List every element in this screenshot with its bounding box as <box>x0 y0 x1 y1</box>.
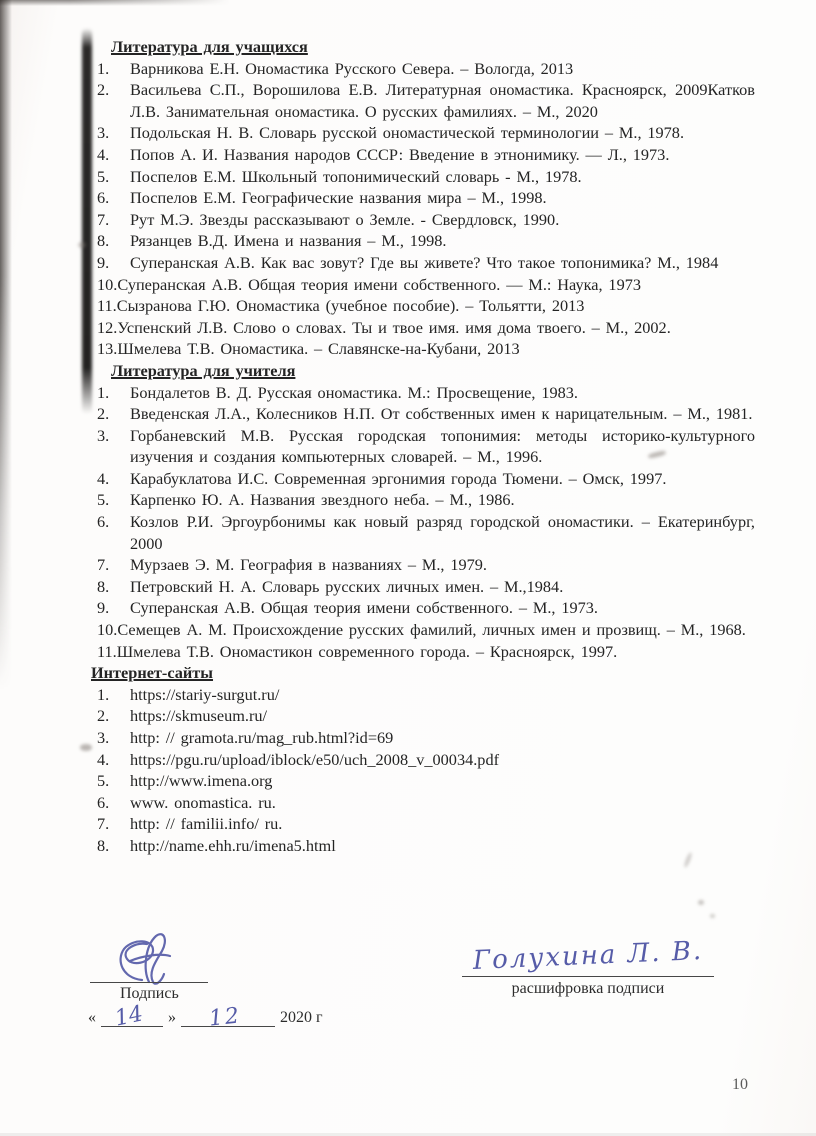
scan-speck <box>710 914 715 918</box>
bibliography-entry <box>97 209 755 231</box>
bibliography-entry <box>97 317 755 339</box>
entry-number: 8. <box>97 835 110 855</box>
section-heading: Литература для учащихся <box>111 37 308 56</box>
closing-quote: » <box>168 1009 176 1026</box>
entry-text: www. onomastica. ru. <box>130 792 276 812</box>
bibliography-entry <box>97 166 755 188</box>
bibliography-section <box>91 662 755 856</box>
entry-number: 1. <box>97 684 110 704</box>
entry-text: Суперанская А.В. Общая теория имени собственного. – М., 1973. <box>130 598 598 618</box>
bibliography-content <box>91 36 755 857</box>
bibliography-entry <box>97 274 755 296</box>
bibliography-entry <box>97 684 755 706</box>
entry-text: Введенская Л.А., Колесников Н.П. От собственных имен к нарицательным. – М., 1981. <box>130 404 753 424</box>
entry-number: 12. <box>97 317 118 337</box>
bibliography-entry <box>97 641 755 663</box>
entry-number: 10. <box>97 620 118 640</box>
scan-top-edge-shadow <box>0 0 230 6</box>
entry-text: Рут М.Э. Звезды рассказывают о Земле. - Свердловск, 1990. <box>130 209 560 229</box>
entry-text: Поспелов Е.М. Школьный топонимический словарь - М., 1978. <box>130 166 582 186</box>
bibliography-entry <box>97 252 755 274</box>
scan-artifact-band <box>82 28 92 414</box>
bibliography-entry <box>97 187 755 209</box>
entry-number: 6. <box>97 512 110 532</box>
entry-text: http: // familii.info/ ru. <box>130 814 283 834</box>
entry-text: Суперанская А.В. Общая теория имени собственного. — М.: Наука, 1973 <box>117 274 641 294</box>
bibliography-entry <box>97 122 755 144</box>
bibliography-entry <box>97 813 755 835</box>
bibliography-entry <box>97 705 755 727</box>
entry-number: 10. <box>97 274 118 294</box>
bibliography-section <box>97 360 755 662</box>
entry-number: 3. <box>97 728 110 747</box>
entry-text: https://stariy-surgut.ru/ <box>130 684 280 704</box>
entry-number: 5. <box>97 771 110 791</box>
bibliography-section <box>97 36 755 360</box>
entry-number: 11. <box>97 641 117 661</box>
entry-text: http: // gramota.ru/mag_rub.html?id=69 <box>130 728 394 747</box>
entry-number: 7. <box>97 555 110 575</box>
signature-block-right <box>462 930 714 998</box>
entry-number: 3. <box>97 123 110 143</box>
entry-text: http://name.ehh.ru/imena5.html <box>130 835 336 855</box>
entry-number: 2. <box>97 706 110 726</box>
entry-number: 8. <box>97 576 110 596</box>
bibliography-entry <box>97 468 755 490</box>
entry-text: Сызранова Г.Ю. Ономастика (учебное пособие). – Тольятти, 2013 <box>116 296 585 316</box>
entry-number: 9. <box>97 252 110 272</box>
bibliography-entry <box>97 403 755 425</box>
entry-text: Варникова Е.Н. Ономастика Русского Севера. – Вологда, 2013 <box>130 58 574 78</box>
entry-number: 2. <box>97 404 110 424</box>
scan-left-edge-shadow <box>0 0 15 690</box>
date-row <box>88 1001 323 1032</box>
bibliography-entry <box>97 597 755 619</box>
entry-number: 6. <box>97 792 110 812</box>
bibliography-entry <box>97 58 755 80</box>
entry-text: Бондалетов В. Д. Русская ономастика. М.: Просвещение, 1983. <box>130 382 578 402</box>
entry-number: 9. <box>97 598 110 618</box>
bibliography-entry <box>97 835 755 857</box>
entry-text: Поспелов Е.М. Географические названия мира – М., 1998. <box>130 188 547 208</box>
entry-text: https://pgu.ru/upload/iblock/e50/uch_2008_v_00034.pdf <box>130 749 500 769</box>
entry-text: Петровский Н. А. Словарь русских личных имен. – М.,1984. <box>130 576 564 596</box>
handwritten-day: 14 <box>112 1001 146 1032</box>
entry-text: Успенский Л.В. Слово о словах. Ты и твое имя. имя дома твоего. – М., 2002. <box>117 317 671 337</box>
entry-number: 3. <box>97 425 110 445</box>
section-heading: Интернет-сайты <box>91 663 214 683</box>
bibliography-entry <box>97 144 755 166</box>
opening-quote: « <box>88 1009 96 1026</box>
signature-label: Подпись <box>120 985 179 1002</box>
bibliography-entry <box>97 295 755 317</box>
entry-text: Шмелева Т.В. Ономастика. – Славянске-на-Кубани, 2013 <box>117 339 520 359</box>
entry-number: 8. <box>97 231 110 251</box>
signature-line <box>90 982 208 983</box>
entry-number: 4. <box>97 749 110 769</box>
date-day-slot <box>101 1001 163 1032</box>
bibliography-entry <box>97 382 755 404</box>
page-number: 10 <box>732 1076 748 1093</box>
entry-text: Рязанцев В.Д. Имена и названия – М., 1998. <box>130 231 447 251</box>
bibliography-entry <box>97 619 755 641</box>
entry-number: 5. <box>97 166 110 186</box>
entry-text: Подольская Н. В. Словарь русской ономастической терминологии – М., 1978. <box>130 123 685 143</box>
entry-number: 6. <box>97 188 110 208</box>
entry-text: Горбаневский М.В. Русская городская топонимия: методы историко-культурного изучения и создания компьютерных словарей. – М., 1996. <box>130 425 755 467</box>
bibliography-entry <box>97 792 755 814</box>
entry-number: 7. <box>97 209 110 229</box>
bibliography-entry <box>97 554 755 576</box>
handwritten-month: 12 <box>207 1003 243 1032</box>
entry-text: Попов А. И. Названия народов СССР: Введение в этнонимику. — Л., 1973. <box>130 144 670 164</box>
bibliography-entry <box>97 230 755 252</box>
bibliography-entry <box>97 727 755 749</box>
bibliography-entry <box>97 749 755 771</box>
entry-text: Суперанская А.В. Как вас зовут? Где вы живете? Что такое топонимика? М., 1984 <box>130 252 719 272</box>
scan-speck <box>698 900 704 905</box>
date-year: 2020 г <box>280 1009 323 1026</box>
handwritten-name: Голухина Л. В. <box>472 935 704 977</box>
bibliography-entry <box>97 79 755 122</box>
section-heading: Литература для учителя <box>111 360 296 380</box>
date-month-slot <box>181 1003 275 1032</box>
entry-number: 1. <box>97 58 110 78</box>
entry-number: 1. <box>97 382 110 402</box>
scan-speck <box>78 242 86 248</box>
entry-text: Мурзаев Э. М. География в названиях – М., 1979. <box>130 555 487 575</box>
entry-number: 13. <box>97 339 118 359</box>
bibliography-entry <box>97 489 755 511</box>
scan-speck <box>80 744 92 751</box>
entry-text: https://skmuseum.ru/ <box>130 706 268 726</box>
bibliography-entry <box>97 511 755 554</box>
entry-text: Карпенко Ю. А. Названия звездного неба. – М., 1986. <box>130 490 515 510</box>
bibliography-entry <box>97 576 755 598</box>
entry-number: 11. <box>97 296 117 316</box>
handwritten-signature-scribble <box>112 930 190 988</box>
entry-text: Шмелева Т.В. Ономастикон современного города. – Красноярск, 1997. <box>116 641 618 661</box>
entry-number: 4. <box>97 468 110 488</box>
entry-number: 4. <box>97 144 110 164</box>
bibliography-entry <box>97 338 755 360</box>
bibliography-entry <box>97 425 755 468</box>
entry-number: 5. <box>97 490 110 510</box>
entry-number: 7. <box>97 814 110 834</box>
entry-text: Карабуклатова И.С. Современная эргонимия города Тюмени. – Омск, 1997. <box>130 468 667 488</box>
entry-number: 2. <box>97 80 110 100</box>
transcript-label: расшифровка подписи <box>511 980 665 997</box>
entry-text: Васильева С.П., Ворошилова Е.В. Литературная ономастика. Красноярск, 2009Катков Л.В. Занимательная ономастика. О русских фамилиях. – М., 2020 <box>130 80 755 121</box>
bibliography-entry <box>97 770 755 792</box>
entry-text: http://www.imena.org <box>130 771 273 791</box>
entry-text: Козлов Р.И. Эргоурбонимы как новый разряд городской ономастики. – Екатеринбург, 2000 <box>130 512 755 553</box>
entry-text: Семещев А. М. Происхождение русских фамилий, личных имен и прозвищ. – М., 1968. <box>117 620 746 640</box>
